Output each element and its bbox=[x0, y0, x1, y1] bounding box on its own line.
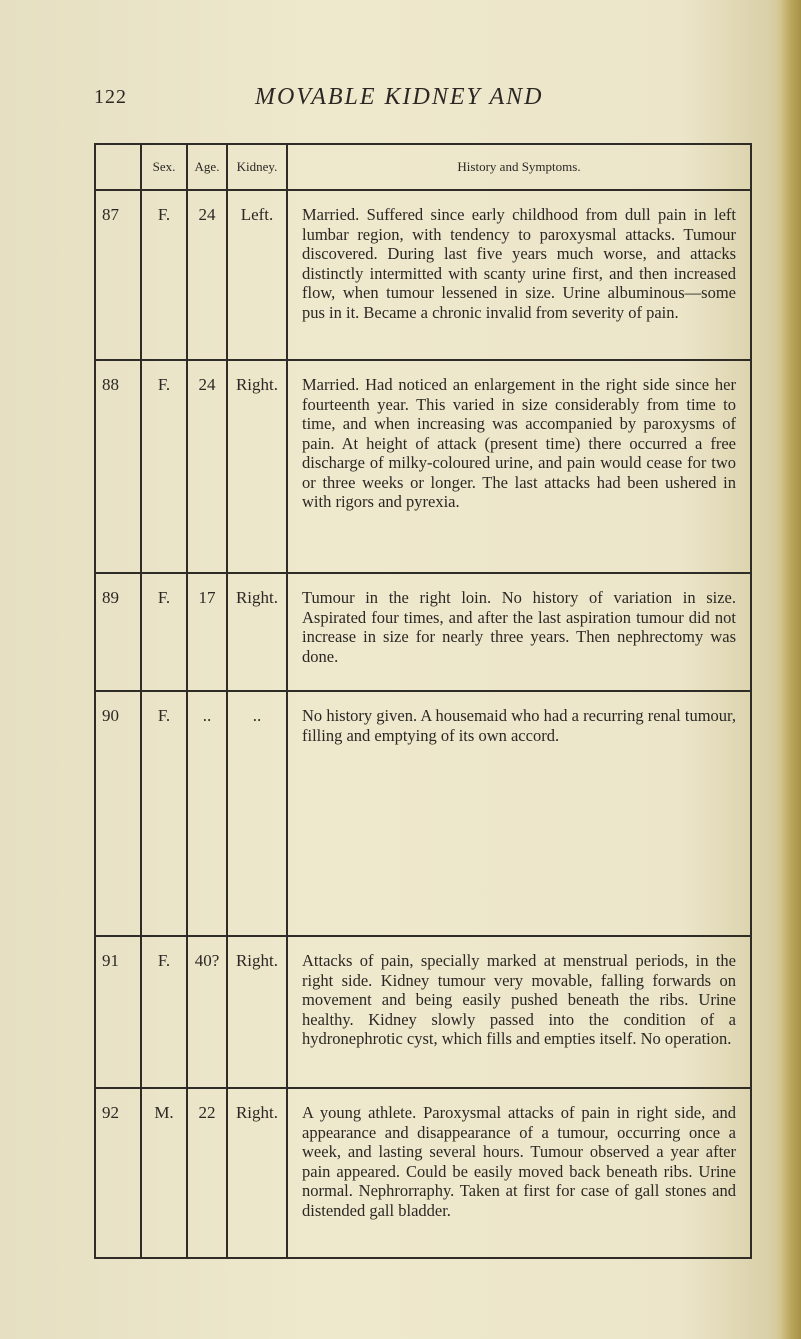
case-sex: M. bbox=[141, 1088, 187, 1258]
case-number: 89 bbox=[95, 573, 141, 691]
case-history: Married. Suffered since early childhood from dull pain in left lumbar region, with tendency to paroxysmal attacks. Tumour discovered. During last five years much worse, and attacks distinctly intermitted with scanty urine first, and then increased flow, when tumour lessened in size. Urine albuminous—some pus in it. Became a chronic invalid from severity of pain. bbox=[287, 190, 751, 360]
case-age: .. bbox=[187, 691, 227, 936]
col-header-history: History and Symptoms. bbox=[287, 144, 751, 190]
case-sex: F. bbox=[141, 691, 187, 936]
case-table bbox=[94, 143, 752, 1259]
case-sex: F. bbox=[141, 190, 187, 360]
case-kidney: Right. bbox=[227, 936, 287, 1088]
case-age: 22 bbox=[187, 1088, 227, 1258]
case-number: 91 bbox=[95, 936, 141, 1088]
table-row bbox=[95, 936, 751, 1088]
case-kidney: Right. bbox=[227, 360, 287, 573]
case-age: 24 bbox=[187, 360, 227, 573]
case-age: 24 bbox=[187, 190, 227, 360]
case-history: Tumour in the right loin. No history of variation in size. Aspirated four times, and after the last aspiration tumour did not increase in size for nearly three years. Then nephrectomy was done. bbox=[287, 573, 751, 691]
table-row bbox=[95, 360, 751, 573]
table-header-row bbox=[95, 144, 751, 190]
page-edge bbox=[779, 0, 801, 1339]
case-history: No history given. A housemaid who had a recurring renal tumour, filling and emptying of its own accord. bbox=[287, 691, 751, 936]
case-kidney: Right. bbox=[227, 1088, 287, 1258]
case-number: 88 bbox=[95, 360, 141, 573]
table-row bbox=[95, 1088, 751, 1258]
page-header bbox=[0, 86, 801, 116]
case-number: 92 bbox=[95, 1088, 141, 1258]
table-row bbox=[95, 190, 751, 360]
case-number: 87 bbox=[95, 190, 141, 360]
case-kidney: Right. bbox=[227, 573, 287, 691]
col-header-number bbox=[95, 144, 141, 190]
table-row bbox=[95, 573, 751, 691]
col-header-age: Age. bbox=[187, 144, 227, 190]
case-sex: F. bbox=[141, 360, 187, 573]
case-history: Married. Had noticed an enlargement in the right side since her fourteenth year. This varied in size considerably from time to time, and when increasing was accompanied by paroxysms of pain. At height of attack (present time) there occurred a free discharge of milky-coloured urine, and pain would cease for two or three weeks or longer. The last attacks had been ushered in with rigors and pyrexia. bbox=[287, 360, 751, 573]
case-history: A young athlete. Paroxysmal attacks of pain in right side, and appearance and disappearance of a tumour, occurring once a week, and lasting several hours. Tumour observed a year after pain appeared. Could be easily moved back beneath ribs. Urine normal. Nephrorraphy. Taken at first for case of gall stones and distended gall bladder. bbox=[287, 1088, 751, 1258]
case-kidney: .. bbox=[227, 691, 287, 936]
table-row bbox=[95, 691, 751, 936]
case-sex: F. bbox=[141, 936, 187, 1088]
case-kidney: Left. bbox=[227, 190, 287, 360]
case-number: 90 bbox=[95, 691, 141, 936]
col-header-sex: Sex. bbox=[141, 144, 187, 190]
running-title: MOVABLE KIDNEY AND bbox=[255, 84, 544, 110]
col-header-kidney: Kidney. bbox=[227, 144, 287, 190]
case-age: 40? bbox=[187, 936, 227, 1088]
page-number: 122 bbox=[94, 86, 127, 108]
case-history: Attacks of pain, specially marked at menstrual periods, in the right side. Kidney tumour very movable, falling forwards on movement and being easily pushed beneath the ribs. Urine healthy. Kidney slowly passed into the condition of a hydronephrotic cyst, which fills and empties itself. No operation. bbox=[287, 936, 751, 1088]
case-sex: F. bbox=[141, 573, 187, 691]
case-age: 17 bbox=[187, 573, 227, 691]
